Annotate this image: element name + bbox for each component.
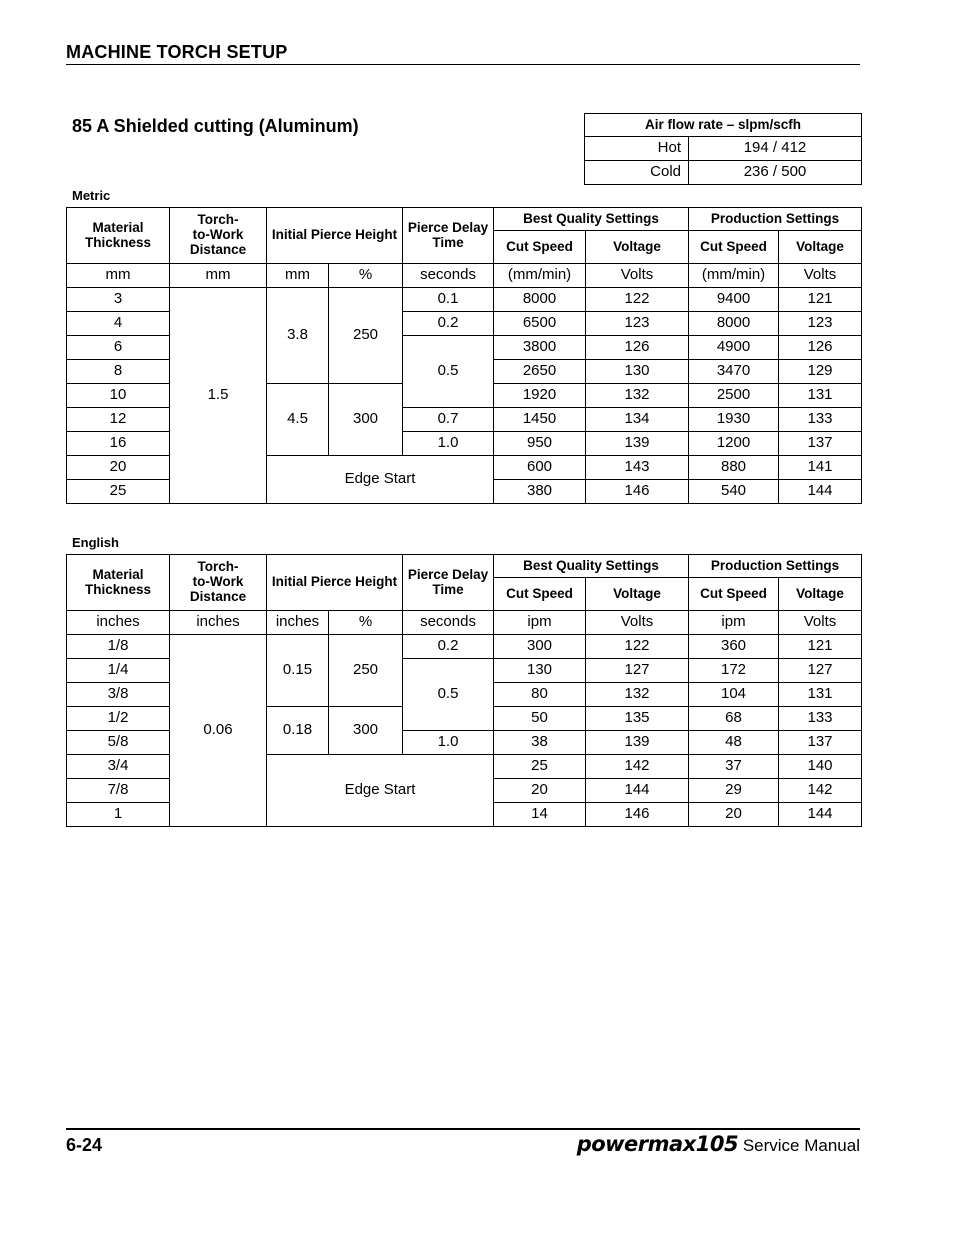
bq-speed-cell: 130 [494, 659, 586, 683]
brand-logo: powermax105 [576, 1132, 739, 1156]
pr-volt-cell: 137 [779, 432, 862, 456]
bq-volt-cell: 123 [586, 312, 689, 336]
pierce-height-cell: 0.18 [267, 707, 329, 755]
torch-distance-cell: 0.06 [170, 635, 267, 827]
unit-cell: inches [170, 611, 267, 635]
bq-speed-cell: 6500 [494, 312, 586, 336]
bq-speed-cell: 80 [494, 683, 586, 707]
bq-volt-cell: 132 [586, 384, 689, 408]
metric-table [66, 207, 862, 504]
col-production: Production Settings [689, 208, 862, 231]
col-pr-voltage: Voltage [779, 578, 862, 611]
pr-speed-cell: 4900 [689, 336, 779, 360]
col-bq-voltage: Voltage [586, 231, 689, 264]
col-material-thickness: Material Thickness [67, 555, 170, 611]
table-row [67, 288, 862, 312]
pierce-pct-cell: 250 [329, 635, 403, 707]
edge-start-cell: Edge Start [267, 755, 494, 827]
bq-volt-cell: 139 [586, 731, 689, 755]
bq-volt-cell: 135 [586, 707, 689, 731]
airflow-label: Hot [585, 137, 689, 161]
thickness-cell: 7/8 [67, 779, 170, 803]
unit-cell: inches [267, 611, 329, 635]
unit-cell: % [329, 264, 403, 288]
thickness-cell: 25 [67, 480, 170, 504]
col-bq-voltage: Voltage [586, 578, 689, 611]
pierce-pct-cell: 300 [329, 384, 403, 456]
pr-speed-cell: 2500 [689, 384, 779, 408]
unit-cell: (mm/min) [494, 264, 586, 288]
pierce-pct-cell: 250 [329, 288, 403, 384]
bq-volt-cell: 146 [586, 480, 689, 504]
pr-volt-cell: 131 [779, 683, 862, 707]
metric-label: Metric [72, 188, 111, 203]
unit-cell: Volts [586, 264, 689, 288]
thickness-cell: 1/8 [67, 635, 170, 659]
thickness-cell: 16 [67, 432, 170, 456]
col-pr-cut-speed: Cut Speed [689, 231, 779, 264]
delay-cell: 0.1 [403, 288, 494, 312]
pr-speed-cell: 20 [689, 803, 779, 827]
pierce-pct-cell: 300 [329, 707, 403, 755]
thickness-cell: 1/2 [67, 707, 170, 731]
bq-volt-cell: 144 [586, 779, 689, 803]
delay-cell: 0.5 [403, 336, 494, 408]
unit-cell: inches [67, 611, 170, 635]
bq-speed-cell: 8000 [494, 288, 586, 312]
col-torch-to-work: Torch- to-Work Distance [170, 208, 267, 264]
pr-speed-cell: 360 [689, 635, 779, 659]
pr-speed-cell: 540 [689, 480, 779, 504]
pr-volt-cell: 141 [779, 456, 862, 480]
unit-cell: seconds [403, 264, 494, 288]
thickness-cell: 20 [67, 456, 170, 480]
unit-cell: mm [170, 264, 267, 288]
bq-speed-cell: 950 [494, 432, 586, 456]
thickness-cell: 1/4 [67, 659, 170, 683]
thickness-cell: 4 [67, 312, 170, 336]
unit-cell: Volts [586, 611, 689, 635]
pr-speed-cell: 1930 [689, 408, 779, 432]
table-row [67, 635, 862, 659]
bq-speed-cell: 600 [494, 456, 586, 480]
header-rule [66, 64, 860, 65]
pr-volt-cell: 133 [779, 408, 862, 432]
thickness-cell: 3/4 [67, 755, 170, 779]
airflow-value: 194 / 412 [689, 137, 862, 161]
airflow-value: 236 / 500 [689, 161, 862, 185]
thickness-cell: 6 [67, 336, 170, 360]
bq-volt-cell: 122 [586, 635, 689, 659]
thickness-cell: 3/8 [67, 683, 170, 707]
pr-volt-cell: 137 [779, 731, 862, 755]
pr-speed-cell: 29 [689, 779, 779, 803]
pr-volt-cell: 127 [779, 659, 862, 683]
col-torch-to-work: Torch- to-Work Distance [170, 555, 267, 611]
pr-speed-cell: 48 [689, 731, 779, 755]
bq-speed-cell: 38 [494, 731, 586, 755]
col-pierce-delay: Pierce Delay Time [403, 555, 494, 611]
bq-speed-cell: 2650 [494, 360, 586, 384]
manual-label: Service Manual [742, 1136, 860, 1155]
bq-speed-cell: 50 [494, 707, 586, 731]
col-production: Production Settings [689, 555, 862, 578]
bq-speed-cell: 3800 [494, 336, 586, 360]
unit-cell: mm [267, 264, 329, 288]
unit-cell: mm [67, 264, 170, 288]
thickness-cell: 8 [67, 360, 170, 384]
bq-volt-cell: 122 [586, 288, 689, 312]
unit-cell: ipm [494, 611, 586, 635]
airflow-row [585, 161, 862, 185]
delay-cell: 0.7 [403, 408, 494, 432]
pierce-height-cell: 4.5 [267, 384, 329, 456]
footer-rule [66, 1128, 860, 1130]
bq-speed-cell: 380 [494, 480, 586, 504]
pr-speed-cell: 172 [689, 659, 779, 683]
thickness-cell: 3 [67, 288, 170, 312]
pr-speed-cell: 37 [689, 755, 779, 779]
units-row [67, 611, 862, 635]
col-best-quality: Best Quality Settings [494, 208, 689, 231]
col-initial-pierce-height: Initial Pierce Height [267, 208, 403, 264]
pr-speed-cell: 104 [689, 683, 779, 707]
delay-cell: 0.2 [403, 635, 494, 659]
bq-speed-cell: 300 [494, 635, 586, 659]
bq-volt-cell: 143 [586, 456, 689, 480]
delay-cell: 1.0 [403, 731, 494, 755]
unit-cell: seconds [403, 611, 494, 635]
airflow-table [584, 113, 862, 185]
col-pr-voltage: Voltage [779, 231, 862, 264]
pr-volt-cell: 121 [779, 288, 862, 312]
bq-speed-cell: 25 [494, 755, 586, 779]
pr-volt-cell: 121 [779, 635, 862, 659]
unit-cell: Volts [779, 611, 862, 635]
col-bq-cut-speed: Cut Speed [494, 231, 586, 264]
unit-cell: Volts [779, 264, 862, 288]
thickness-cell: 12 [67, 408, 170, 432]
pr-volt-cell: 142 [779, 779, 862, 803]
english-label: English [72, 535, 119, 550]
pr-speed-cell: 68 [689, 707, 779, 731]
bq-speed-cell: 1920 [494, 384, 586, 408]
bq-volt-cell: 126 [586, 336, 689, 360]
english-table [66, 554, 862, 827]
pr-volt-cell: 126 [779, 336, 862, 360]
pr-speed-cell: 8000 [689, 312, 779, 336]
bq-volt-cell: 132 [586, 683, 689, 707]
pr-volt-cell: 144 [779, 803, 862, 827]
pr-speed-cell: 9400 [689, 288, 779, 312]
unit-cell: ipm [689, 611, 779, 635]
pr-volt-cell: 140 [779, 755, 862, 779]
page-title: 85 A Shielded cutting (Aluminum) [72, 116, 359, 136]
pr-volt-cell: 123 [779, 312, 862, 336]
col-initial-pierce-height: Initial Pierce Height [267, 555, 403, 611]
units-row [67, 264, 862, 288]
thickness-cell: 5/8 [67, 731, 170, 755]
pr-speed-cell: 1200 [689, 432, 779, 456]
pr-volt-cell: 144 [779, 480, 862, 504]
bq-speed-cell: 1450 [494, 408, 586, 432]
delay-cell: 1.0 [403, 432, 494, 456]
col-pierce-delay: Pierce Delay Time [403, 208, 494, 264]
col-best-quality: Best Quality Settings [494, 555, 689, 578]
torch-distance-cell: 1.5 [170, 288, 267, 504]
bq-volt-cell: 127 [586, 659, 689, 683]
thickness-cell: 1 [67, 803, 170, 827]
bq-volt-cell: 130 [586, 360, 689, 384]
col-bq-cut-speed: Cut Speed [494, 578, 586, 611]
page-number: 6-24 [66, 1135, 103, 1155]
pierce-height-cell: 3.8 [267, 288, 329, 384]
delay-cell: 0.5 [403, 659, 494, 731]
pr-speed-cell: 3470 [689, 360, 779, 384]
bq-speed-cell: 14 [494, 803, 586, 827]
pr-volt-cell: 133 [779, 707, 862, 731]
edge-start-cell: Edge Start [267, 456, 494, 504]
pr-speed-cell: 880 [689, 456, 779, 480]
bq-speed-cell: 20 [494, 779, 586, 803]
pr-volt-cell: 129 [779, 360, 862, 384]
pierce-height-cell: 0.15 [267, 635, 329, 707]
unit-cell: % [329, 611, 403, 635]
bq-volt-cell: 134 [586, 408, 689, 432]
pr-volt-cell: 131 [779, 384, 862, 408]
delay-cell: 0.2 [403, 312, 494, 336]
bq-volt-cell: 142 [586, 755, 689, 779]
thickness-cell: 10 [67, 384, 170, 408]
col-pr-cut-speed: Cut Speed [689, 578, 779, 611]
airflow-row [585, 137, 862, 161]
col-material-thickness: Material Thickness [67, 208, 170, 264]
bq-volt-cell: 146 [586, 803, 689, 827]
footer-manual-title [577, 1132, 860, 1156]
airflow-label: Cold [585, 161, 689, 185]
bq-volt-cell: 139 [586, 432, 689, 456]
unit-cell: (mm/min) [689, 264, 779, 288]
section-header: MACHINE TORCH SETUP [66, 42, 288, 62]
airflow-header: Air flow rate – slpm/scfh [585, 114, 862, 137]
